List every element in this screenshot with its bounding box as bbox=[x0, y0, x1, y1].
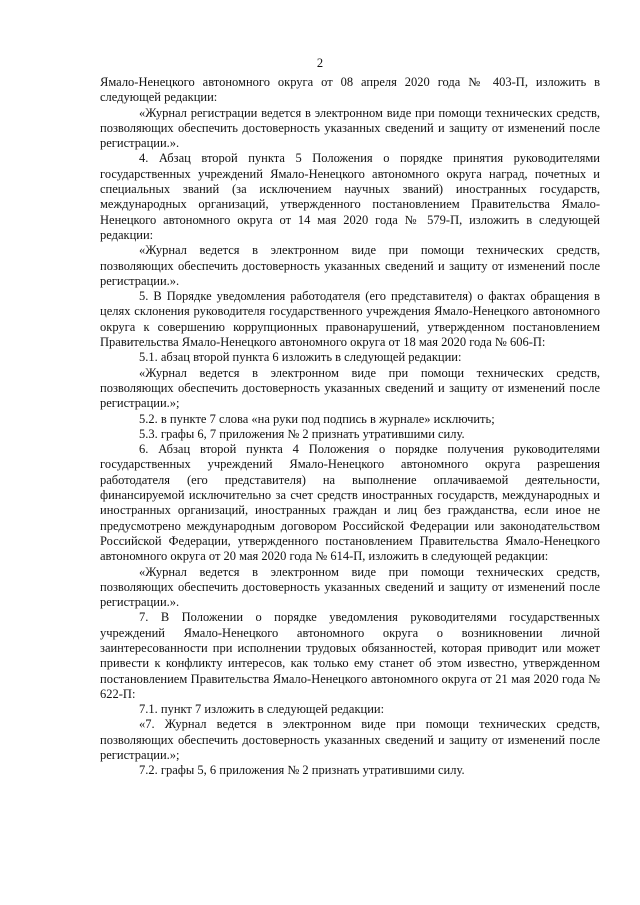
paragraph: 5. В Порядке уведомления работодателя (его представителя) о фактах обращения в целях склонения руководителя государственного учреждения Ямало-Ненецкого автономного округа к совершению коррупционных правонарушений, утвержденном постановлением Правительства Ямало-Ненецкого автономного округа от 18 мая 2020 года № 606-П: bbox=[100, 289, 600, 350]
paragraph: «Журнал ведется в электронном виде при помощи технических средств, позволяющих обеспечить достоверность указанных сведений и защиту от изменений после регистрации.». bbox=[100, 564, 600, 610]
paragraph: 7. В Положении о порядке уведомления руководителями государственных учреждений Ямало-Ненецкого автономного округа о возникновении личной заинтересованности при исполнении трудовых обязанностей, которая приводит или может привести к конфликту интересов, как только ему станет об этом известно, утвержденном постановлением Правительства Ямало-Ненецкого автономного округа от 21 мая 2020 года № 622-П: bbox=[100, 610, 600, 701]
paragraph: «Журнал ведется в электронном виде при помощи технических средств, позволяющих обеспечить достоверность указанных сведений и защиту от изменений после регистрации.». bbox=[100, 243, 600, 288]
paragraph: 5.1. абзац второй пункта 6 изложить в следующей редакции: bbox=[139, 350, 462, 365]
paragraph: 6. Абзац второй пункта 4 Положения о порядке получения руководителями государственных учреждений Ямало-Ненецкого автономного округа разрешения работодателя (его представителя) на выполнение оплачиваемой деятельности, финансируемой исключительно за счет средств иностранных государств, международных и иностранных организаций, иностранных граждан и лиц без гражданства, если иное не предусмотрено международным договором Российской Федерации или законодательством Российской Федерации, утвержденного постановлением Правительства Ямало-Ненецкого автономного округа от 20 мая 2020 года № 614-П, изложить в следующей редакции: bbox=[100, 442, 600, 564]
paragraph: 7.2. графы 5, 6 приложения № 2 признать утратившими силу. bbox=[139, 763, 465, 778]
paragraph: «Журнал ведется в электронном виде при помощи технических средств, позволяющих обеспечить достоверность указанных сведений и защиту от изменений после регистрации.»; bbox=[100, 365, 600, 411]
paragraph: 5.3. графы 6, 7 приложения № 2 признать утратившими силу. bbox=[139, 426, 465, 441]
paragraph: Ямало-Ненецкого автономного округа от 08 апреля 2020 года № 403-П, изложить в следующей редакции: bbox=[100, 75, 600, 105]
document-body bbox=[100, 75, 600, 779]
paragraph: 5.2. в пункте 7 слова «на руки под подпись в журнале» исключить; bbox=[139, 411, 495, 426]
paragraph: 7.1. пункт 7 изложить в следующей редакции: bbox=[139, 702, 385, 717]
paragraph: «7. Журнал ведется в электронном виде при помощи технических средств, позволяющих обеспечить достоверность указанных сведений и защиту от изменений после регистрации.»; bbox=[100, 717, 600, 763]
page-number: 2 bbox=[316, 56, 324, 70]
paragraph: «Журнал регистрации ведется в электронном виде при помощи технических средств, позволяющих обеспечить достоверность указанных сведений и защиту от изменений после регистрации.». bbox=[100, 105, 600, 151]
paragraph: 4. Абзац второй пункта 5 Положения о порядке принятия руководителями государственных учреждений Ямало-Ненецкого автономного округа наград, почетных и специальных званий (за исключением научных званий) иностранных государств, международных организаций, утвержденного постановлением Правительства Ямало-Ненецкого автономного округа от 14 мая 2020 года № 579-П, изложить в следующей редакции: bbox=[100, 151, 600, 242]
